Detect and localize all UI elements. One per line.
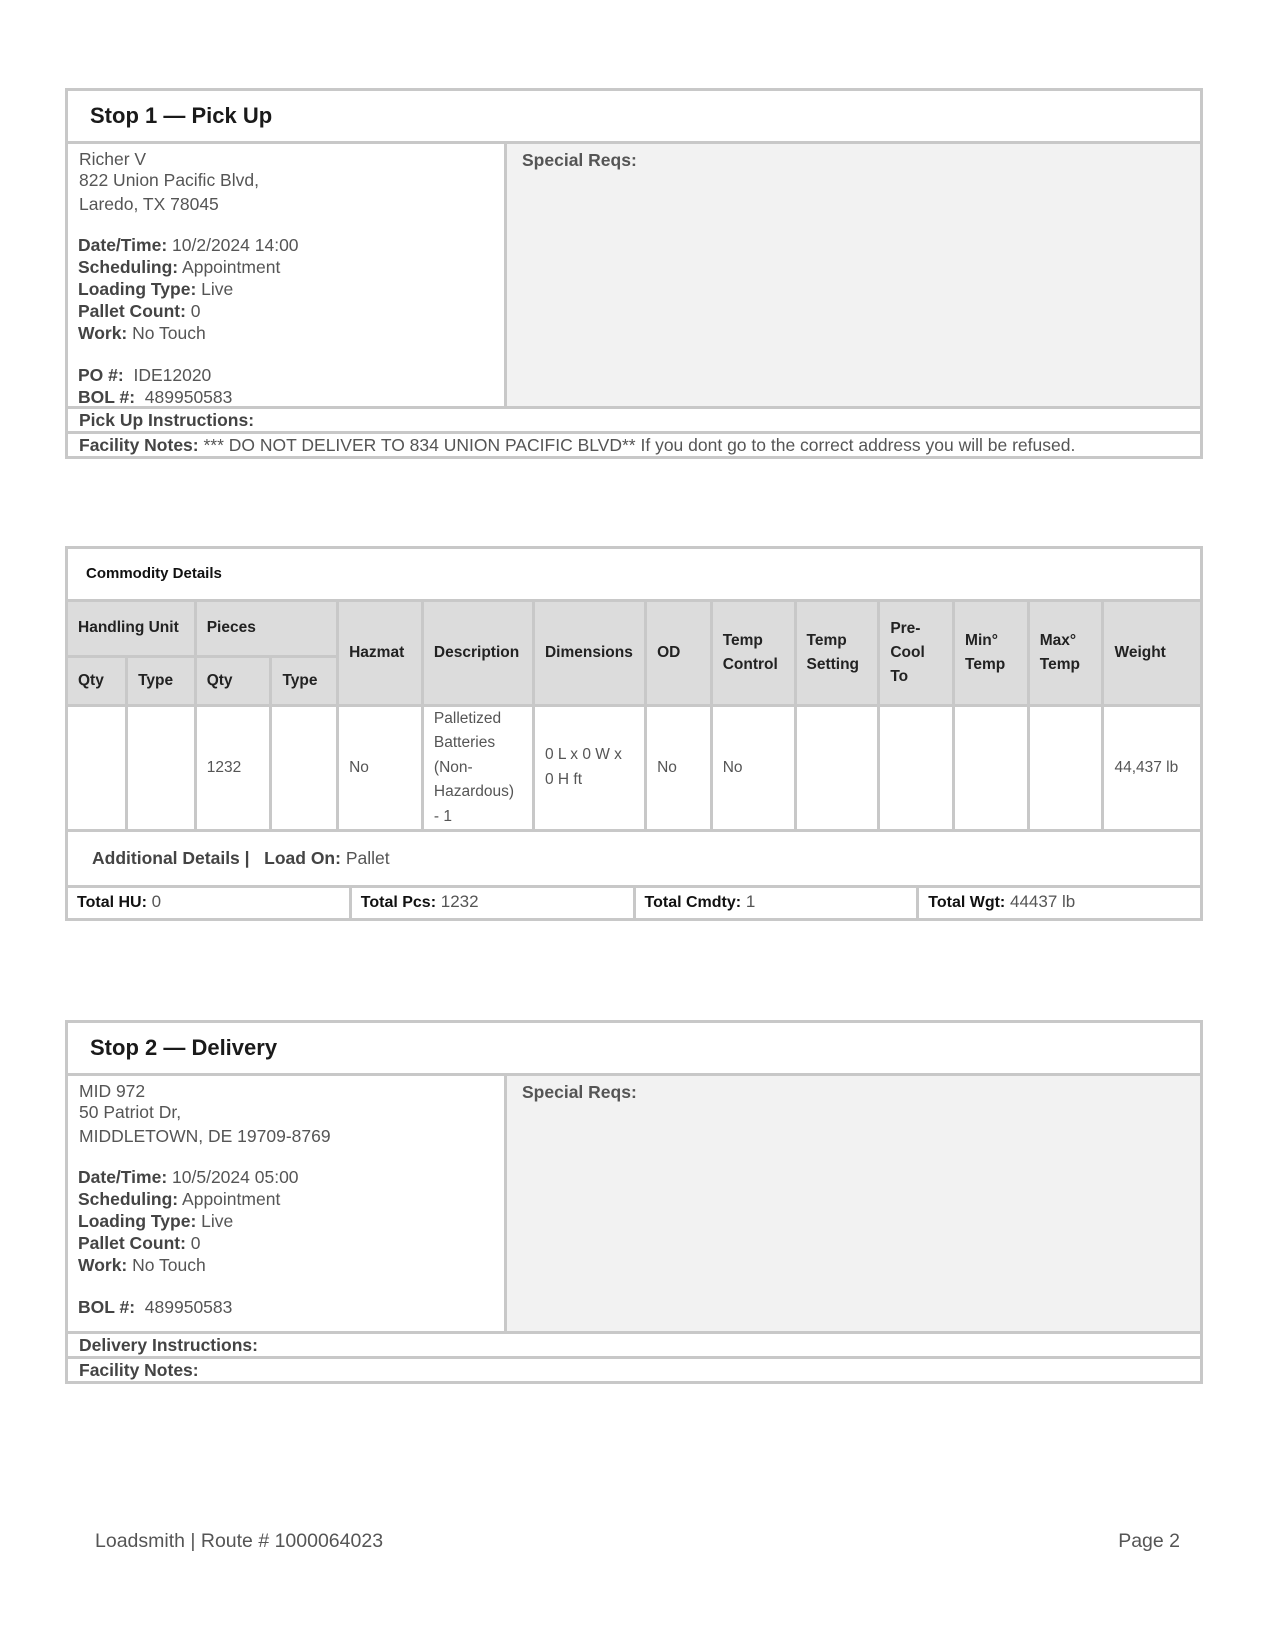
th-hazmat: Hazmat xyxy=(338,602,423,705)
stop2-pallet-label: Pallet Count: xyxy=(78,1233,186,1253)
th-handling-unit: Handling Unit xyxy=(68,602,195,656)
cell-hazmat: No xyxy=(338,705,423,831)
additional-details-label: Additional Details | xyxy=(92,848,250,868)
cell-description: Palletized Batteries (Non-Hazardous) - 1 xyxy=(422,705,533,831)
stop1-bol-row xyxy=(78,386,504,408)
cell-weight: 44,437 lb xyxy=(1103,705,1200,831)
stop1-po-row xyxy=(78,364,504,386)
stop2-address-block xyxy=(68,1076,507,1331)
total-wgt xyxy=(919,888,1200,918)
cell-od: No xyxy=(646,705,712,831)
th-hu-qty: Qty xyxy=(68,656,127,705)
additional-details-row xyxy=(68,832,1200,885)
total-wgt-label: Total Wgt: xyxy=(928,894,1006,911)
stop2-special-reqs xyxy=(507,1076,1200,1331)
total-hu xyxy=(68,888,352,918)
table-row xyxy=(68,705,1200,831)
stop2-loading-label: Loading Type: xyxy=(78,1211,197,1231)
stop1-work-row xyxy=(78,322,504,344)
stop2-bol: 489950583 xyxy=(144,1297,233,1317)
total-pcs xyxy=(352,888,636,918)
stop2-work-label: Work: xyxy=(78,1255,128,1275)
cell-pcs-qty: 1232 xyxy=(195,705,271,831)
stop2-pallet-row xyxy=(78,1232,504,1254)
th-description: Description xyxy=(422,602,533,705)
cell-min-temp xyxy=(954,705,1029,831)
cell-temp-control: No xyxy=(711,705,795,831)
th-max-temp: Max° Temp xyxy=(1028,602,1103,705)
cell-hu-type xyxy=(127,705,196,831)
cell-max-temp xyxy=(1028,705,1103,831)
stop2-address2: MIDDLETOWN, DE 19709-8769 xyxy=(79,1126,331,1146)
total-cmdty xyxy=(636,888,920,918)
stop2-pallet: 0 xyxy=(190,1233,201,1253)
total-hu-value: 0 xyxy=(151,892,162,911)
stop1-bol-label: BOL #: xyxy=(78,387,136,407)
stop1-pallet-label: Pallet Count: xyxy=(78,301,186,321)
stop2-bol-label: BOL #: xyxy=(78,1297,136,1317)
stop1-instructions-row xyxy=(68,406,1200,431)
stop1-scheduling-label: Scheduling: xyxy=(78,257,179,277)
stop1-address-block xyxy=(68,144,507,406)
stop1-po: IDE12020 xyxy=(133,365,212,385)
stop1-scheduling-row xyxy=(78,256,504,278)
stop1-loading-row xyxy=(78,278,504,300)
stop2-facility-label: Facility Notes: xyxy=(79,1360,199,1380)
stop1-datetime: 10/2/2024 14:00 xyxy=(172,235,299,255)
stop2-work-row xyxy=(78,1254,504,1276)
stop2-datetime-row xyxy=(78,1166,504,1188)
stop1-address2: Laredo, TX 78045 xyxy=(79,194,219,214)
stop1-address1: 822 Union Pacific Blvd, xyxy=(79,170,259,190)
stop1-special-label: Special Reqs: xyxy=(522,150,637,170)
total-cmdty-value: 1 xyxy=(745,892,756,911)
total-pcs-value: 1232 xyxy=(440,892,479,911)
stop1-instructions-label: Pick Up Instructions: xyxy=(79,410,255,430)
th-dimensions: Dimensions xyxy=(533,602,645,705)
th-hu-type: Type xyxy=(127,656,196,705)
stop1-facility-row xyxy=(68,431,1200,456)
stop1-facility-label: Facility Notes: xyxy=(79,435,199,455)
stop1-datetime-label: Date/Time: xyxy=(78,235,168,255)
th-temp-setting: Temp Setting xyxy=(795,602,879,705)
cell-temp-setting xyxy=(795,705,879,831)
stop1-scheduling: Appointment xyxy=(182,257,281,277)
cell-hu-qty xyxy=(68,705,127,831)
stop1-loading: Live xyxy=(201,279,234,299)
stop1-name: Richer V xyxy=(79,149,147,169)
cell-dimensions: 0 L x 0 W x 0 H ft xyxy=(533,705,645,831)
total-cmdty-label: Total Cmdty: xyxy=(644,894,742,911)
stop2-title: Stop 2 — Delivery xyxy=(68,1023,1200,1076)
th-pcs-type: Type xyxy=(271,656,338,705)
stop1-special-reqs xyxy=(507,144,1200,406)
stop2-instructions-label: Delivery Instructions: xyxy=(79,1335,258,1355)
stop2-special-label: Special Reqs: xyxy=(522,1082,637,1102)
stop1-loading-label: Loading Type: xyxy=(78,279,197,299)
cell-pre-cool xyxy=(879,705,954,831)
stop1-title: Stop 1 — Pick Up xyxy=(68,91,1200,144)
commodity-table xyxy=(68,602,1200,832)
stop2-datetime-label: Date/Time: xyxy=(78,1167,168,1187)
commodity-card xyxy=(65,546,1203,921)
stop2-name: MID 972 xyxy=(79,1081,146,1101)
stop2-address1: 50 Patriot Dr, xyxy=(79,1102,182,1122)
stop2-scheduling-label: Scheduling: xyxy=(78,1189,179,1209)
stop2-card xyxy=(65,1020,1203,1384)
stop1-facility-notes: *** DO NOT DELIVER TO 834 UNION PACIFIC BLVD** If you dont go to the correct address you will be refused. xyxy=(203,435,1076,455)
cell-pcs-type xyxy=(271,705,338,831)
load-on-label: Load On: xyxy=(264,848,341,868)
stop2-work: No Touch xyxy=(132,1255,206,1275)
stop1-datetime-row xyxy=(78,234,504,256)
stop1-pallet: 0 xyxy=(190,301,201,321)
stop1-work-label: Work: xyxy=(78,323,128,343)
totals-row xyxy=(68,885,1200,918)
stop1-pallet-row xyxy=(78,300,504,322)
th-weight: Weight xyxy=(1103,602,1200,705)
th-min-temp: Min° Temp xyxy=(954,602,1029,705)
stop1-po-label: PO #: xyxy=(78,365,124,385)
stop1-card xyxy=(65,88,1203,459)
stop2-loading-row xyxy=(78,1210,504,1232)
stop2-scheduling-row xyxy=(78,1188,504,1210)
th-od: OD xyxy=(646,602,712,705)
stop2-datetime: 10/5/2024 05:00 xyxy=(172,1167,299,1187)
stop1-bol: 489950583 xyxy=(144,387,233,407)
th-temp-control: Temp Control xyxy=(711,602,795,705)
total-wgt-value: 44437 lb xyxy=(1010,892,1076,911)
th-pieces: Pieces xyxy=(195,602,337,656)
load-on-value: Pallet xyxy=(345,848,390,868)
stop2-loading: Live xyxy=(201,1211,234,1231)
stop1-work: No Touch xyxy=(132,323,206,343)
footer-page-number: Page 2 xyxy=(1118,1530,1180,1552)
total-hu-label: Total HU: xyxy=(77,894,147,911)
total-pcs-label: Total Pcs: xyxy=(360,894,437,911)
footer-route: Loadsmith | Route # 1000064023 xyxy=(95,1530,384,1552)
stop2-facility-row xyxy=(68,1356,1200,1381)
stop2-bol-row xyxy=(78,1296,504,1318)
stop2-instructions-row xyxy=(68,1331,1200,1356)
stop2-scheduling: Appointment xyxy=(182,1189,281,1209)
th-pcs-qty: Qty xyxy=(195,656,271,705)
commodity-title: Commodity Details xyxy=(68,549,1200,602)
th-pre-cool: Pre-Cool To xyxy=(879,602,954,705)
